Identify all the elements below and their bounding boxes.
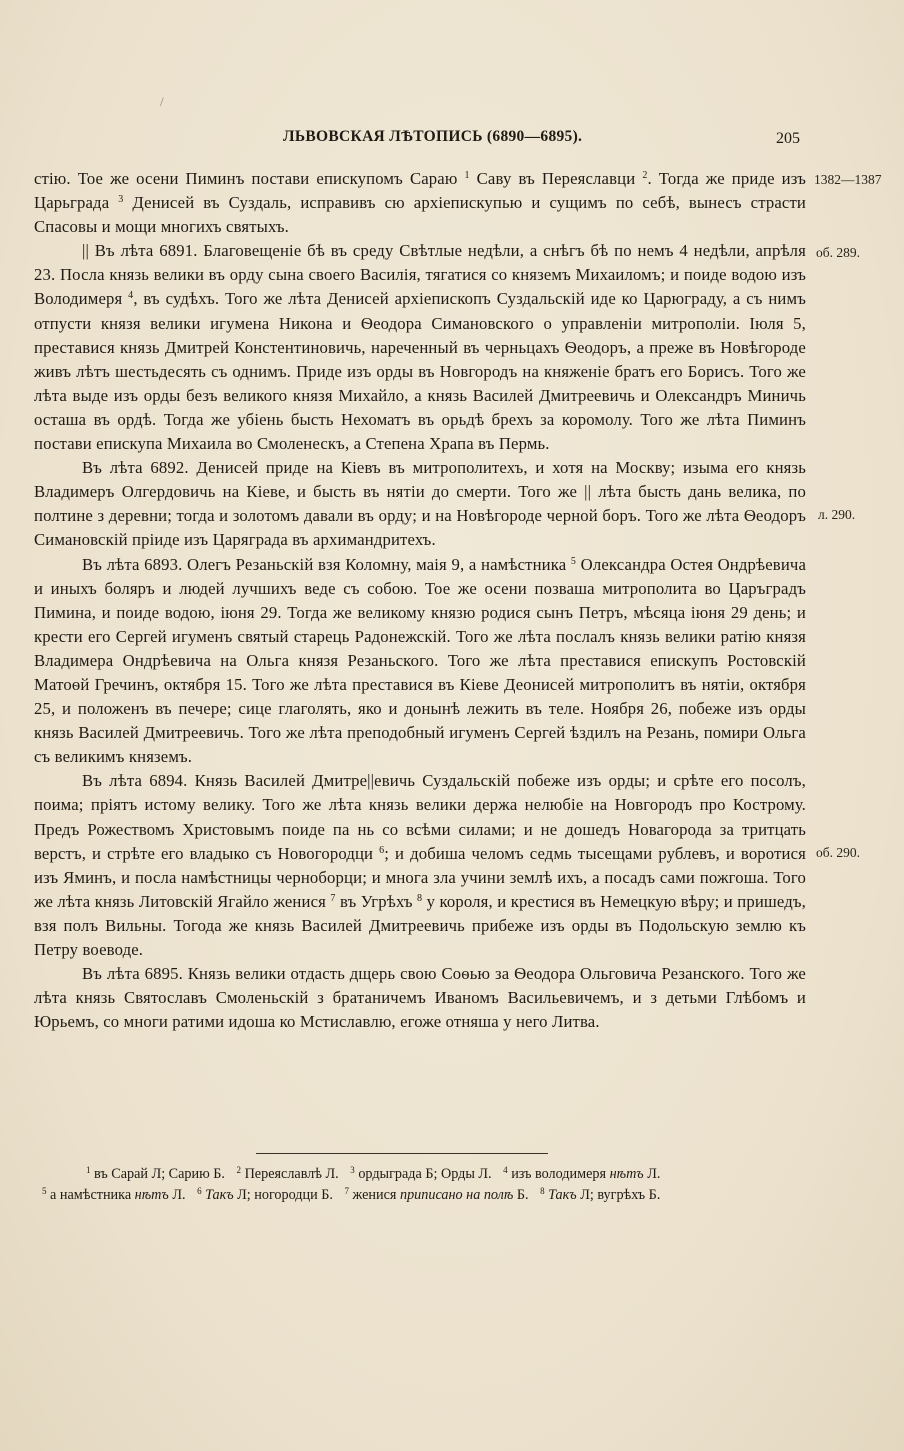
text-run: . Тогда же приде изъ Царьграда (34, 169, 806, 213)
margin-note-l290: л. 290. (818, 507, 856, 522)
footnote-line-2 (34, 1185, 824, 1206)
footnote-note: Такъ (205, 1187, 234, 1203)
text-run: Въ лѣта 6892. Денисей приде на Кіевъ въ митрополитехъ, и хотя на Москву; изыма его князь Владимеръ Олгердовичь на Кіеве, и бысть въ нятіи до смерти. Того же || лѣта бысть дань велика, по полтине з деревни; тогда и золотомъ давали въ орду; и на Новѣгороде черной боръ. Того же лѣта Ѳеодоръ Симановскій пріиде изъ Царяграда въ архимандритехъ. (34, 458, 806, 550)
footnote-divider (256, 1153, 548, 1154)
footnote-ref: 1 (464, 170, 470, 181)
footnote-ref: 6 (379, 844, 385, 856)
footnote-tail: Л; ногородци Б. (237, 1187, 333, 1203)
footnote-text: ордыграда Б; Орды Л. (358, 1166, 492, 1182)
footnote-note: нѣтъ (134, 1187, 169, 1203)
footnote-number: 7 (344, 1186, 349, 1196)
text-run: , въ судѣхъ. Того же лѣта Денисей архіепископъ Суздальскій иде ко Царюграду, а съ нимъ отпусти князя велики игумена Никона и Ѳеодора Симановского о управленіи митрополіи. Іюля 5, преставися князь Дмитрей Констентиновичь, нареченный въ черньцахъ Ѳеодоръ, а преже въ Новѣгороде живъ лѣтъ шестьдесять съ однимъ. Приде изъ орды въ Новгородъ на княженіе братъ его Борисъ. Того же лѣта выде изъ орды безъ великого князя Михайло, а князь Василей Дмитреевичь и Олександръ Миничь осташа въ ордѣ. Тогда же убіень бысть Нехоматъ въ орьдѣ брехъ за коромолу. Того же лѣта Пиминъ постави епискупа Михаила во Смоленескъ, а Степена Храпа въ Пермь. (34, 289, 806, 454)
text-run: Въ лѣта 6894. Князь Василей Дмитре||евичь Суздальскій побеже изъ орды; и срѣте его посолъ, поима; пріятъ истому велику. Того же лѣта князь велики держа нелюбіе на Новгородъ про Кострому. Предъ Рожествомъ Христовымъ поиде па нь со всѣми силами; и не дошедъ Новагорода за тритцать верстъ, и стрѣте его владыко съ Новогородци (34, 771, 806, 863)
footnote-2 (237, 1166, 339, 1182)
footnotes (34, 1164, 824, 1206)
footnote-number: 6 (197, 1186, 202, 1196)
footnote-ref: 8 (417, 892, 423, 904)
text-run: Въ лѣта 6895. Князь велики отдасть дщерь свою Соѳью за Ѳеодора Ольговича Резанского. Того же лѣта князь Святославъ Смоленьскій з братаничемъ Иваномъ Васильевичемъ, и з детьми Глѣбомъ и Юрьемъ, со многи ратими идоша ко Мстиславлю, егоже отняша у него Литва. (34, 964, 806, 1032)
text-run: Саву въ Переяславци (469, 169, 643, 188)
footnote-7 (344, 1187, 528, 1203)
footnote-number: 3 (350, 1165, 355, 1175)
paragraph-4 (34, 553, 806, 770)
text-run: Олександра Остея Ондрѣевича и иныхъ боляръ и людей лучшихъ веде съ собою. Тое же осени позваша митрополита во Царъградъ Пимина, и поиде водою, іюня 29. Тогда же великому князю родися сынъ Петръ, мѣсяца іюня 29 день; и крести его Сергей игуменъ святый старець Радонежскій. Того же лѣта послалъ князь велики ратію князя Владимера Ондрѣевича на Ольга князя Резаньского. Того же лѣта преставися епискупъ Ростовскій Матоѳй Гречинъ, октября 15. Того же лѣта преставися въ Кіеве Деонисей митрополитъ въ нятіи, октября 25, и положенъ въ печере; сице глаголять, яко и донынѣ лежить въ теле. Ноября 26, побеже изъ орды князь Василей Дмитреевичь. Того же лѣта преподобный игуменъ Сергей ѣздилъ на Резань, помири Ольга съ великимъ княземъ. (34, 554, 807, 767)
footnote-note: нѣтъ (609, 1166, 644, 1182)
footnote-line-1 (34, 1164, 824, 1185)
paragraph-6 (34, 962, 806, 1034)
footnote-note: Такъ (548, 1187, 577, 1203)
footnote-ref: 3 (118, 194, 124, 206)
text-run: ; и добиша челомъ седмь тысещами рублевъ, и воротися изъ Яминъ, и посла намѣстницы черноборци; и многа зла учини землѣ ихъ, а посадъ сами пожгоша. Того же лѣта князь Литовскій Ягайло женися (34, 843, 806, 911)
text-run: || Въ лѣта 6891. Благовещеніе бѣ въ среду Свѣтлые недѣли, а снѣгъ бѣ по немъ 4 недѣли, апрѣля 23. Посла князь велики въ орду сына своего Василія, тягатися со княземъ Михаиломъ; и поиде водою изъ Володимеря (34, 241, 806, 309)
footnote-3 (350, 1166, 491, 1182)
footnote-number: 8 (540, 1186, 545, 1196)
stray-pencil-mark: / (160, 94, 164, 109)
footnote-number: 4 (503, 1165, 508, 1175)
footnote-text: въ Сарай Л; Сарию Б. (94, 1166, 225, 1182)
footnote-tail: Л. (647, 1166, 661, 1182)
footnote-ref: 2 (642, 170, 648, 181)
text-run: у короля, и крестися въ Немецкую вѣру; и пришедъ, взя полъ Вильны. Тогода же князь Василей Дмитреевичь прибеже изъ орды въ Подольскую землю къ Петру воеводе. (34, 891, 806, 959)
chronicle-text (34, 167, 806, 1034)
paragraph-1 (34, 167, 806, 239)
footnote-number: 5 (42, 1186, 47, 1196)
page-number: 205 (776, 130, 800, 147)
footnote-number: 2 (236, 1165, 242, 1175)
footnote-ref: 4 (128, 290, 134, 302)
footnote-tail: Б. (516, 1187, 529, 1203)
paragraph-3 (34, 456, 806, 552)
footnote-text: женися (352, 1187, 397, 1203)
footnote-tail: Л; вугрѣхъ Б. (580, 1187, 661, 1203)
footnote-tail: Л. (172, 1187, 186, 1203)
text-run: Денисей въ Суздаль, исправивъ сю архіепискупью и сущимъ по себѣ, вынесъ страсти Спасовы и мощи многихъ святыхъ. (34, 193, 807, 237)
margin-note-ob289: об. 289. (816, 245, 860, 260)
text-run: въ Угрѣхъ (335, 891, 418, 911)
footnote-text: Переяславлѣ Л. (244, 1166, 339, 1182)
footnote-text: изъ володимеря (511, 1166, 607, 1182)
text-run: стію. Тое же осени Пиминъ постави епискупомъ Сараю (34, 169, 465, 188)
running-title: ЛЬВОВСКАЯ ЛѢТОПИСЬ (6890—6895). (283, 128, 583, 145)
footnote-note: приписано на полѣ (399, 1187, 514, 1203)
footnote-ref: 5 (570, 555, 577, 567)
footnote-8 (540, 1187, 660, 1203)
margin-note-ob290: об. 290. (816, 845, 860, 860)
paragraph-2 (34, 239, 806, 456)
paragraph-5 (34, 769, 806, 962)
footnote-ref: 7 (330, 892, 336, 904)
margin-note-years: 1382—1387 (814, 172, 882, 187)
text-run: Въ лѣта 6893. Олегъ Резаньскій взя Коломну, маія 9, а намѣстника (82, 554, 571, 574)
footnote-6 (197, 1187, 333, 1203)
footnote-5 (42, 1187, 186, 1203)
footnote-text: а намѣстника (50, 1187, 132, 1203)
footnote-number: 1 (86, 1165, 91, 1175)
footnote-1 (86, 1166, 225, 1182)
footnote-4 (503, 1166, 660, 1182)
